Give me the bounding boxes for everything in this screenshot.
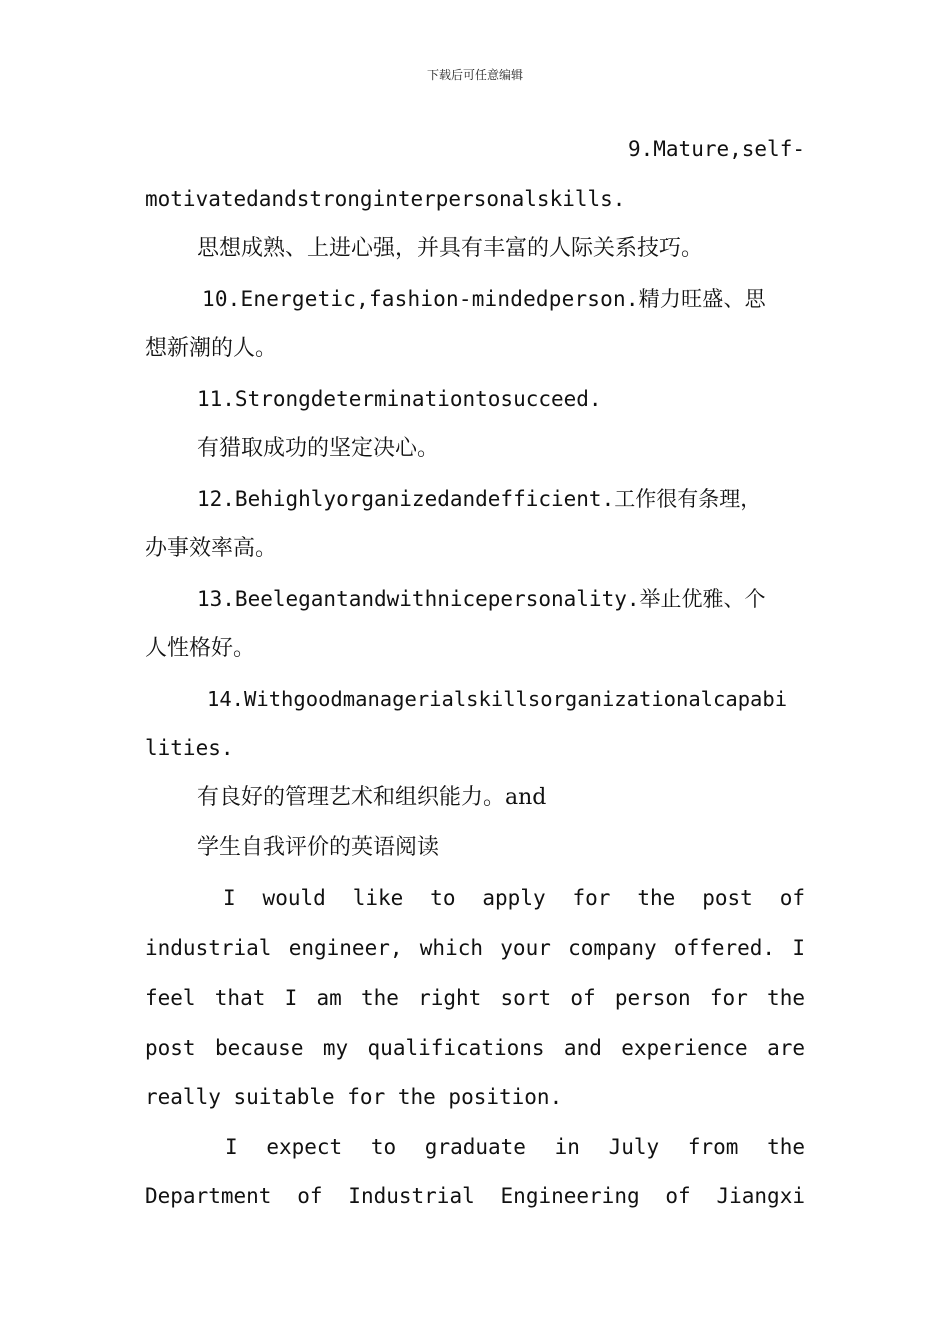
text-line-item-14: 14.Withgoodmanagerialskillsorganizationalcapabi (207, 687, 788, 711)
text-line-item-12: 12.Behighlyorganizedandefficient.工作很有条理， (197, 487, 762, 511)
text-line-item-10-cont: 想新潮的人。 (145, 336, 278, 361)
paragraph-1-line-5: really suitable for the position. (145, 1085, 563, 1109)
text-line-item-9-cont: motivatedandstronginterpersonalskills. (145, 187, 626, 211)
text-line-item-11: 11.Strongdeterminationtosucceed. (197, 387, 602, 411)
text-line-item-9-cn: 思想成熟、上进心强，并具有丰富的人际关系技巧。 (197, 236, 704, 261)
paragraph-2-line-1: I expect to graduate in July from the (225, 1135, 805, 1159)
text-line-item-11-cn: 有猎取成功的坚定决心。 (197, 436, 440, 461)
paragraph-1-line-2: industrial engineer, which your company offered. I (145, 936, 805, 960)
section-title: 学生自我评价的英语阅读 (197, 835, 440, 860)
text-line-item-14-cont: lities. (145, 736, 234, 760)
text-line-item-9: 9.Mature,self- (627, 137, 805, 161)
paragraph-1-line-1: I would like to apply for the post of (223, 886, 805, 910)
paragraph-1-line-4: post because my qualifications and experience are (145, 1036, 805, 1060)
text-line-item-13: 13.Beelegantandwithnicepersonality.举止优雅、个 (197, 587, 766, 611)
text-line-item-14-cn: 有良好的管理艺术和组织能力。and (197, 785, 547, 810)
text-line-item-12-cont: 办事效率高。 (145, 536, 278, 561)
paragraph-2-line-2: Department of Industrial Engineering of Jiangxi (145, 1184, 805, 1208)
paragraph-1-line-3: feel that I am the right sort of person for the (145, 986, 805, 1010)
text-line-item-13-cont: 人性格好。 (145, 636, 256, 661)
page-header: 下载后可任意编辑 (426, 68, 523, 82)
text-line-item-10: 10.Energetic,fashion-mindedperson.精力旺盛、思 (202, 287, 766, 311)
